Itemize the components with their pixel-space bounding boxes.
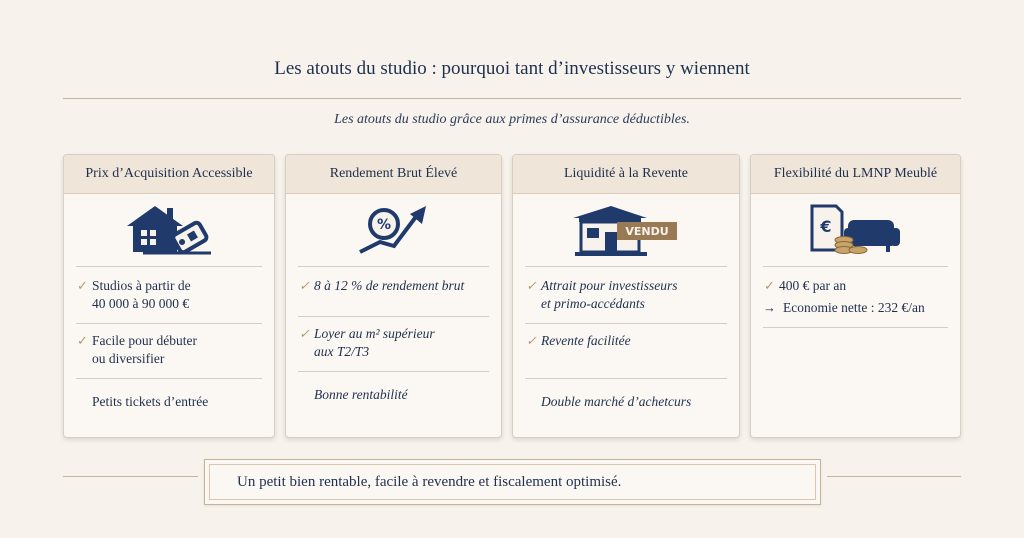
footer-rule-right <box>827 476 961 477</box>
page-title: Les atouts du studio : pourquoi tant d’investisseurs y wiennent <box>274 58 750 79</box>
list-item: Bonne rentabilité <box>314 387 408 402</box>
page-subtitle: Les atouts du studio grâce aux primes d’assurance déductibles. <box>334 112 690 127</box>
footer-banner <box>204 459 821 505</box>
list-item: ✓ Facile pour débuter ou diversifier <box>77 333 197 366</box>
house-price-tag-icon <box>64 194 274 266</box>
list-item: ✓ 8 à 12 % de rendement brut <box>299 278 465 293</box>
svg-text:%: % <box>376 217 391 233</box>
footer-tagline: Un petit bien rentable, facile à revendre et fiscalement optimisé. <box>209 464 816 500</box>
check-icon: ✓ <box>764 278 775 293</box>
arrow-right-icon: → <box>763 300 776 315</box>
card-title: Flexibilité du LMNP Meublé <box>751 155 960 194</box>
house-sold-sign-icon <box>513 194 739 266</box>
check-icon: ✓ <box>77 278 88 293</box>
card-acquisition-price <box>63 154 275 438</box>
check-icon: ✓ <box>526 278 537 293</box>
card-gross-yield <box>285 154 502 438</box>
divider <box>763 327 948 328</box>
title-divider <box>63 98 961 99</box>
euro-sofa-coins-icon <box>751 194 960 266</box>
card-title: Liquidité à la Revente <box>513 155 739 194</box>
percent-growth-icon <box>286 194 501 266</box>
list-item: Petits tickets d’entrée <box>92 394 209 409</box>
footer-rule-left <box>63 476 198 477</box>
card-lmnp-flexibility <box>750 154 961 438</box>
list-item: ✓ Attrait pour investisseurs et primo-accédants <box>526 278 678 311</box>
list-item: ✓ Loyer au m² supérieur aux T2/T3 <box>299 326 435 359</box>
list-item: → Economie nette : 232 €/an <box>763 300 925 315</box>
check-icon: ✓ <box>299 326 310 341</box>
list-item: ✓ Studios à partir de 40 000 à 90 000 € <box>77 278 191 311</box>
check-icon: ✓ <box>299 278 310 293</box>
sold-sign-label: VENDU <box>625 225 669 238</box>
card-title: Rendement Brut Élevé <box>286 155 501 194</box>
card-resale-liquidity <box>512 154 740 438</box>
list-item: Double marché d’achetcurs <box>541 394 692 409</box>
list-item: ✓ Revente facilitée <box>526 333 631 348</box>
card-title: Prix d’Acquisition Accessible <box>64 155 274 194</box>
check-icon: ✓ <box>526 333 537 348</box>
check-icon: ✓ <box>77 333 88 348</box>
list-item: ✓ 400 € par an <box>764 278 847 293</box>
svg-text:€: € <box>819 217 832 236</box>
